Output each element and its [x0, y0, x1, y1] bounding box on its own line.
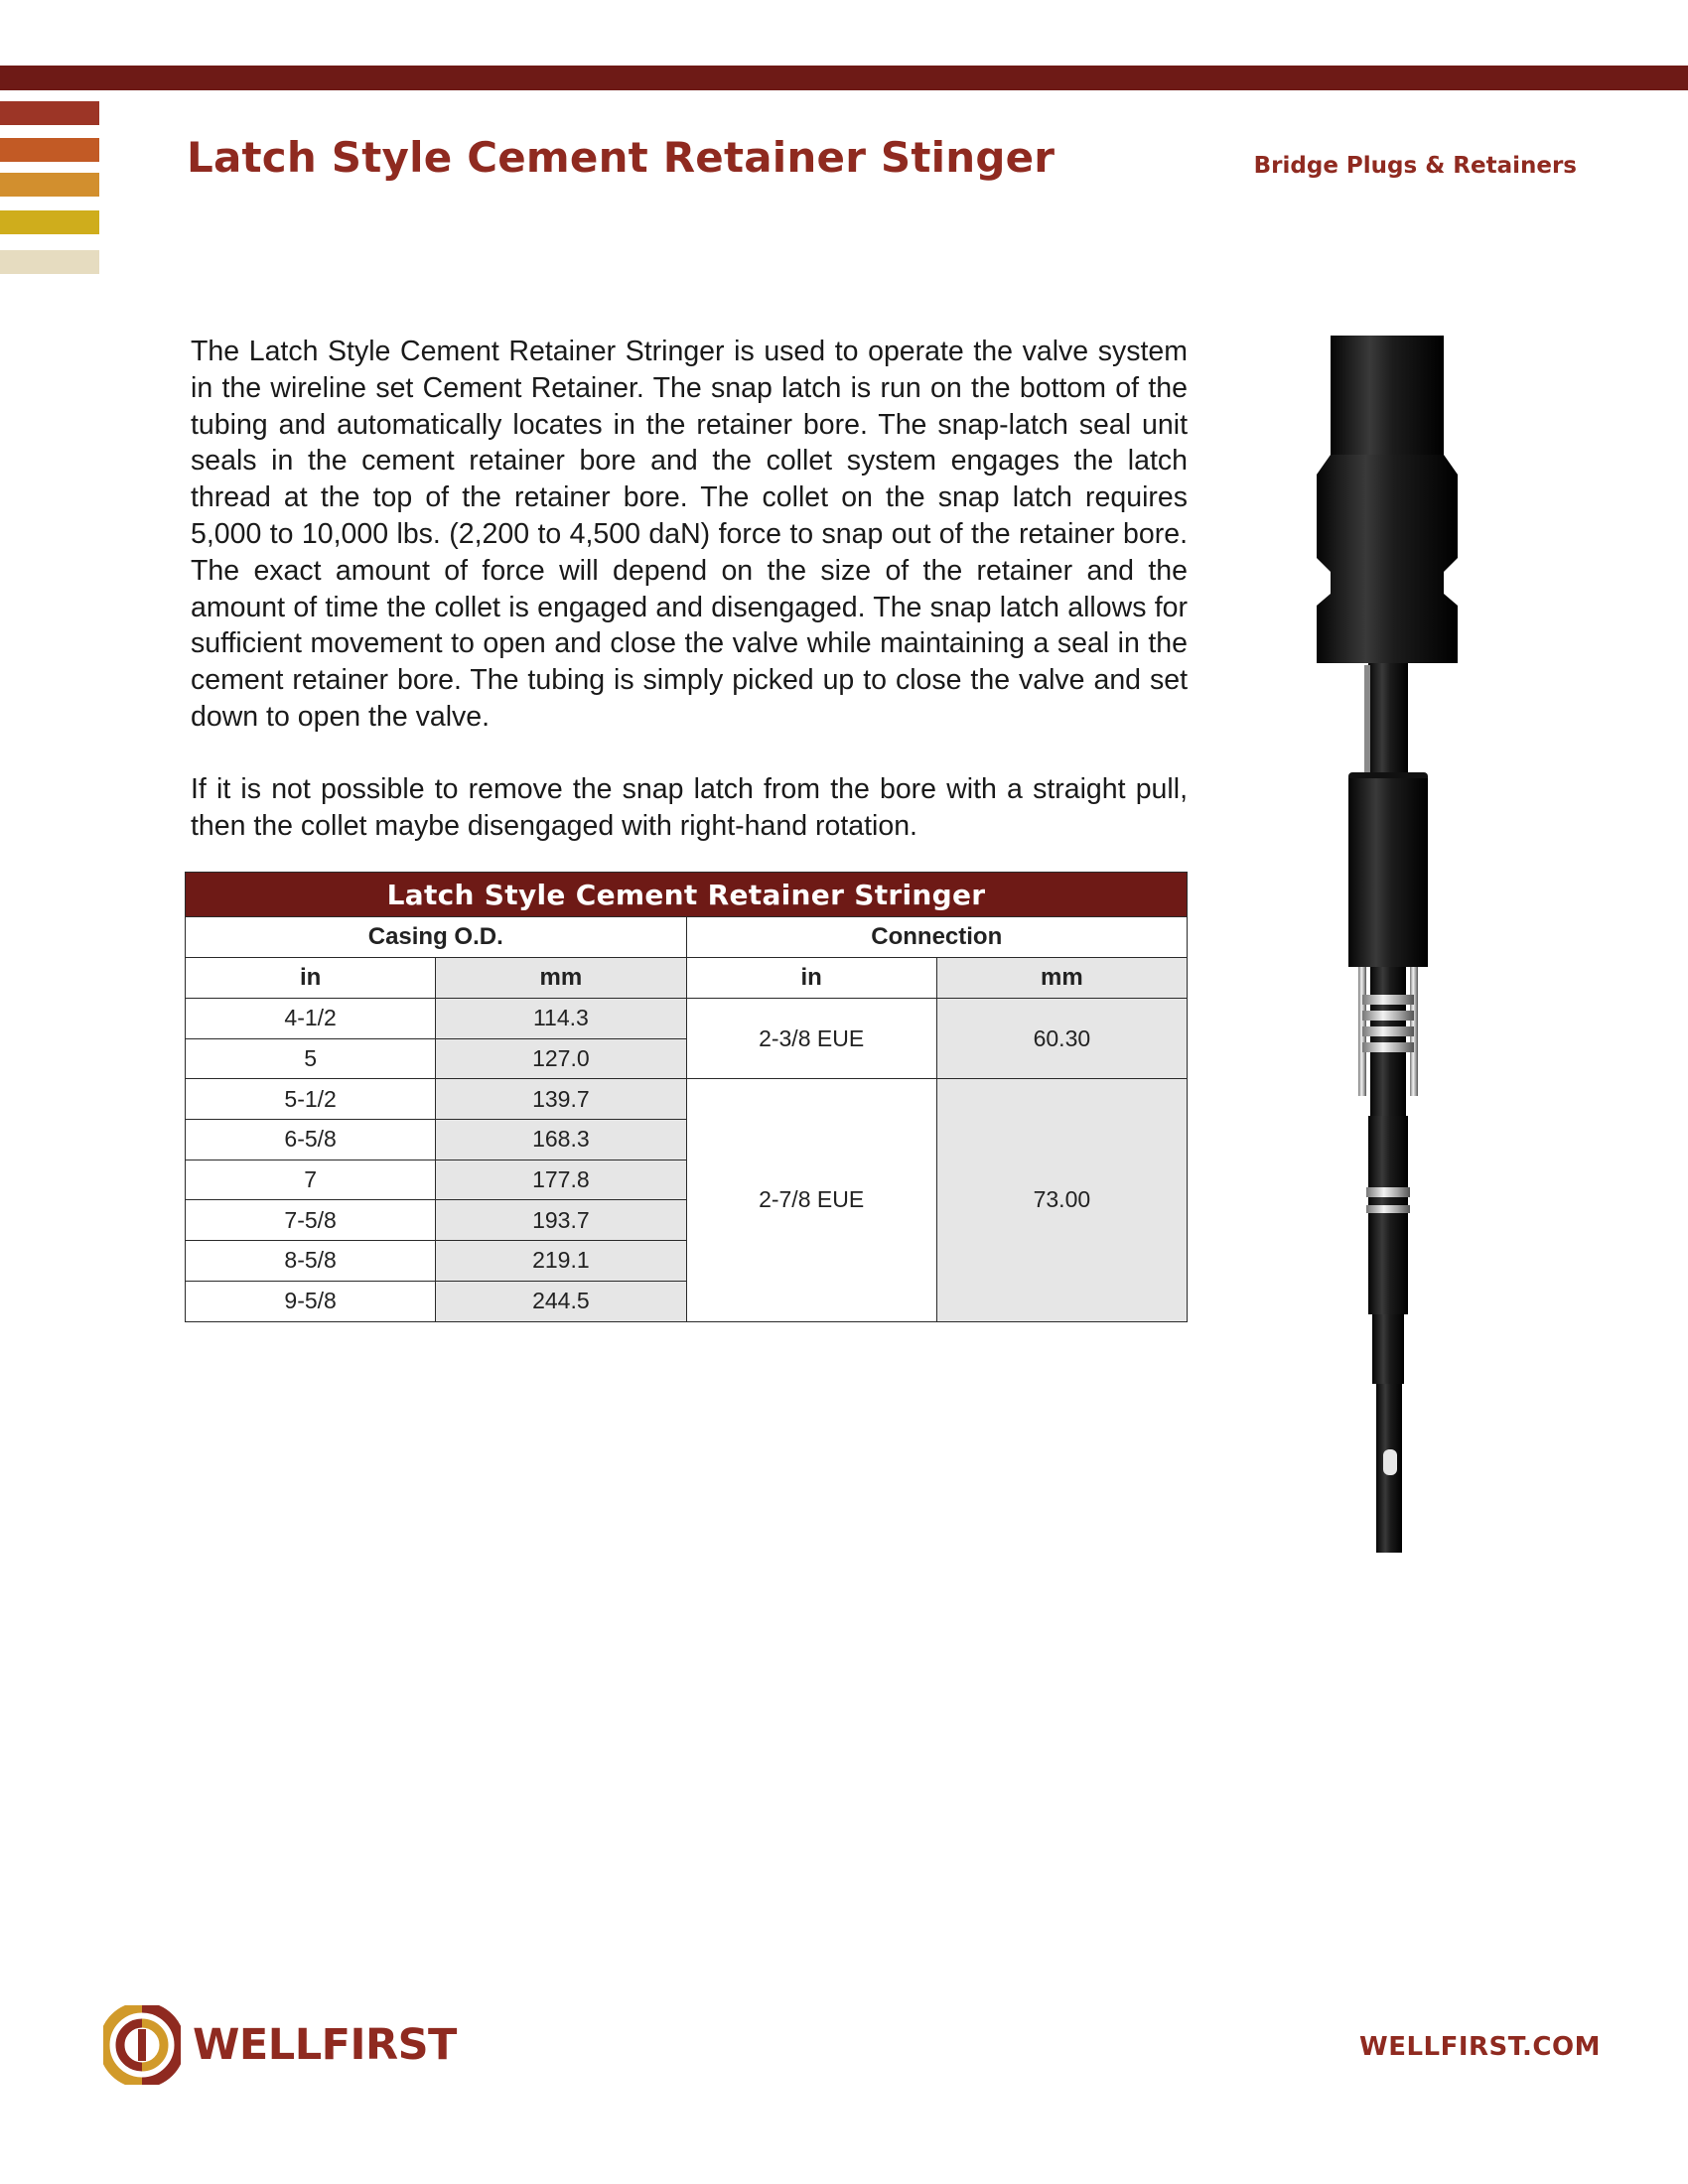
page-title: Latch Style Cement Retainer Stinger [187, 133, 1055, 182]
logo-wordmark: WELLFIRST [193, 2020, 457, 2070]
header-bar [0, 66, 1688, 90]
color-stripe [0, 250, 99, 274]
color-stripe [0, 138, 99, 162]
casing-mm-cell: 219.1 [436, 1241, 686, 1282]
connection-mm-cell: 60.30 [936, 999, 1187, 1079]
product-image [1291, 328, 1489, 1559]
table-column-header: mm [936, 958, 1187, 999]
color-stripe [0, 101, 99, 125]
casing-in-cell: 4-1/2 [186, 999, 436, 1039]
website-link[interactable]: WELLFIRST.COM [1359, 2032, 1601, 2062]
table-group-header: Casing O.D. [186, 917, 687, 958]
casing-in-cell: 7 [186, 1160, 436, 1200]
wellfirst-logo [103, 2003, 457, 2087]
description-paragraph: The Latch Style Cement Retainer Stringer is used to operate the valve system in the wireline set Cement Retainer. The snap latch is run on the bottom of the tubing and automatically locates in the retainer bore. The snap-latch seal unit seals in the cement retainer bore and the collet system engages the latch thread at the top of the retainer bore. The collet on the snap latch requires 5,000 to 10,000 lbs. (2,200 to 4,500 daN) force to snap out of the retainer bore. The exact amount of force will depend on the size of the retainer and the amount of time the collet is engaged and disengaged. The snap latch allows for sufficient movement to open and close the valve while maintaining a seal in the cement retainer bore. The tubing is simply picked up to close the valve and set down to open the valve. [191, 336, 1188, 733]
table-row [186, 1079, 1188, 1120]
casing-mm-cell: 168.3 [436, 1120, 686, 1160]
casing-mm-cell: 139.7 [436, 1079, 686, 1120]
category-label: Bridge Plugs & Retainers [1253, 153, 1577, 179]
casing-in-cell: 5-1/2 [186, 1079, 436, 1120]
casing-mm-cell: 193.7 [436, 1200, 686, 1241]
description [191, 334, 1188, 844]
casing-mm-cell: 127.0 [436, 1038, 686, 1079]
color-stripe [0, 210, 99, 234]
casing-mm-cell: 177.8 [436, 1160, 686, 1200]
description-paragraph: If it is not possible to remove the snap latch from the bore with a straight pull, then the collet maybe disengaged with right-hand rotation. [191, 772, 1188, 842]
spec-table [185, 872, 1188, 1322]
connection-in-cell: 2-3/8 EUE [686, 999, 936, 1079]
color-stripe [0, 173, 99, 197]
table-group-header: Connection [686, 917, 1188, 958]
wellfirst-logo-icon [103, 2005, 181, 2085]
table-row [186, 999, 1188, 1039]
casing-in-cell: 8-5/8 [186, 1241, 436, 1282]
connection-in-cell: 2-7/8 EUE [686, 1079, 936, 1321]
casing-in-cell: 5 [186, 1038, 436, 1079]
casing-in-cell: 7-5/8 [186, 1200, 436, 1241]
casing-in-cell: 9-5/8 [186, 1281, 436, 1321]
connection-mm-cell: 73.00 [936, 1079, 1187, 1321]
table-caption: Latch Style Cement Retainer Stringer [186, 873, 1188, 917]
table-column-header: mm [436, 958, 686, 999]
casing-in-cell: 6-5/8 [186, 1120, 436, 1160]
table-column-header: in [186, 958, 436, 999]
casing-mm-cell: 114.3 [436, 999, 686, 1039]
latch-stinger-tool-illustration [1291, 328, 1489, 1559]
table-column-header: in [686, 958, 936, 999]
casing-mm-cell: 244.5 [436, 1281, 686, 1321]
